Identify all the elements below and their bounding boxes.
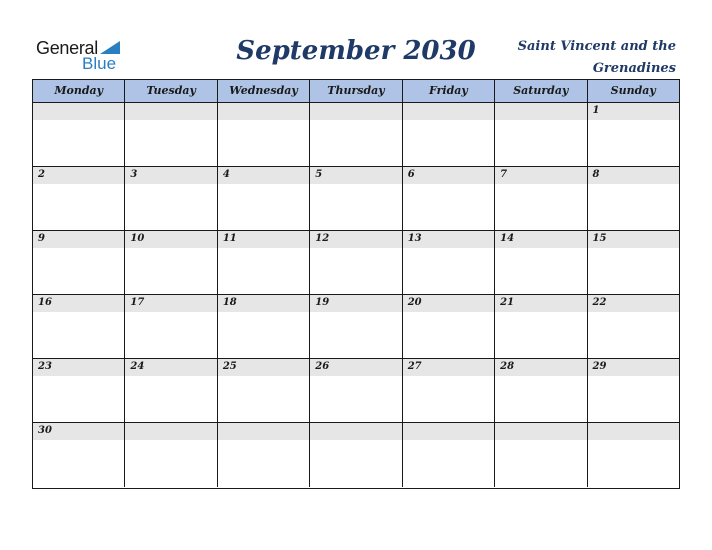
day-band — [588, 423, 679, 440]
day-cell[interactable] — [33, 295, 125, 358]
week-row — [33, 103, 679, 167]
day-cell[interactable] — [495, 231, 587, 294]
day-band — [218, 103, 309, 120]
day-cell[interactable] — [218, 231, 310, 294]
day-number: 26 — [315, 361, 330, 372]
day-number: 9 — [38, 233, 45, 244]
day-band — [125, 103, 216, 120]
day-number: 18 — [222, 297, 237, 308]
day-cell[interactable] — [33, 359, 125, 422]
day-band — [125, 423, 216, 440]
day-cell[interactable] — [310, 423, 402, 487]
weekday-monday: Monday — [33, 80, 125, 102]
day-number: 16 — [38, 297, 52, 308]
day-number: 1 — [592, 105, 600, 116]
day-number: 24 — [130, 361, 145, 372]
day-band — [403, 423, 494, 440]
day-cell[interactable] — [33, 423, 125, 487]
week-row — [33, 167, 679, 231]
day-band — [310, 423, 401, 440]
day-number: 22 — [592, 297, 607, 308]
day-band — [403, 103, 494, 120]
weekday-saturday: Saturday — [495, 80, 587, 102]
day-cell[interactable] — [495, 167, 587, 230]
day-cell[interactable] — [33, 103, 125, 166]
day-number: 28 — [500, 361, 515, 372]
day-number: 14 — [500, 233, 515, 244]
day-band — [310, 167, 401, 184]
day-cell[interactable] — [218, 359, 310, 422]
day-cell[interactable] — [495, 103, 587, 166]
day-number: 7 — [500, 169, 508, 180]
day-band — [218, 167, 309, 184]
day-cell[interactable] — [588, 295, 679, 358]
logo-general-text: General — [36, 38, 98, 58]
weeks-container — [33, 103, 679, 487]
day-cell[interactable] — [125, 167, 217, 230]
day-cell[interactable] — [218, 167, 310, 230]
day-number: 5 — [315, 169, 323, 180]
day-cell[interactable] — [310, 167, 402, 230]
day-number: 11 — [222, 233, 237, 244]
day-cell[interactable] — [125, 423, 217, 487]
day-number: 30 — [38, 425, 52, 436]
day-number: 12 — [315, 233, 330, 244]
day-cell[interactable] — [33, 167, 125, 230]
page-title: September 2030 — [236, 36, 476, 66]
day-cell[interactable] — [310, 103, 402, 166]
week-row — [33, 295, 679, 359]
weekday-header — [33, 80, 679, 103]
region-label: Saint Vincent and the Grenadines — [517, 39, 676, 76]
day-cell[interactable] — [218, 103, 310, 166]
week-row — [33, 231, 679, 295]
day-band — [403, 167, 494, 184]
day-cell[interactable] — [403, 103, 495, 166]
day-number: 10 — [130, 233, 145, 244]
weekday-thursday: Thursday — [310, 80, 402, 102]
day-number: 17 — [130, 297, 145, 308]
day-band — [495, 103, 586, 120]
day-band — [33, 103, 124, 120]
day-band — [33, 231, 124, 248]
day-cell[interactable] — [218, 423, 310, 487]
day-cell[interactable] — [310, 295, 402, 358]
day-cell[interactable] — [310, 231, 402, 294]
day-number: 23 — [38, 361, 52, 372]
day-number: 8 — [592, 169, 600, 180]
weekday-tuesday: Tuesday — [125, 80, 217, 102]
day-number: 6 — [407, 169, 415, 180]
day-band — [495, 423, 586, 440]
day-cell[interactable] — [495, 295, 587, 358]
day-number: 29 — [592, 361, 607, 372]
day-cell[interactable] — [403, 423, 495, 487]
day-cell[interactable] — [588, 167, 679, 230]
day-cell[interactable] — [403, 295, 495, 358]
day-number: 15 — [592, 233, 607, 244]
day-cell[interactable] — [125, 295, 217, 358]
day-cell[interactable] — [495, 423, 587, 487]
week-row — [33, 423, 679, 487]
day-band — [310, 103, 401, 120]
day-cell[interactable] — [588, 103, 679, 166]
day-cell[interactable] — [588, 359, 679, 422]
day-cell[interactable] — [403, 167, 495, 230]
day-band — [33, 167, 124, 184]
day-cell[interactable] — [218, 295, 310, 358]
weekday-wednesday: Wednesday — [218, 80, 310, 102]
day-number: 19 — [315, 297, 330, 308]
logo-blue-text: Blue — [82, 54, 117, 73]
day-cell[interactable] — [403, 359, 495, 422]
weekday-sunday: Sunday — [610, 84, 656, 97]
day-band — [125, 167, 216, 184]
day-number: 13 — [407, 233, 422, 244]
day-number: 3 — [130, 169, 138, 180]
day-number: 25 — [222, 361, 237, 372]
day-cell[interactable] — [588, 231, 679, 294]
logo-flag-icon — [100, 41, 120, 54]
day-band — [588, 167, 679, 184]
day-band — [218, 423, 309, 440]
calendar-grid — [32, 79, 680, 489]
day-cell[interactable] — [310, 359, 402, 422]
day-cell[interactable] — [125, 103, 217, 166]
day-cell[interactable] — [588, 423, 679, 487]
weekday-friday: Friday — [403, 80, 495, 102]
day-band — [588, 103, 679, 120]
day-number: 21 — [500, 297, 515, 308]
day-number: 2 — [38, 169, 45, 180]
day-number: 4 — [222, 169, 230, 180]
day-cell[interactable] — [403, 231, 495, 294]
day-number: 27 — [407, 361, 422, 372]
logo — [36, 38, 136, 74]
day-band — [495, 167, 586, 184]
day-cell[interactable] — [125, 231, 217, 294]
day-cell[interactable] — [125, 359, 217, 422]
day-cell[interactable] — [495, 359, 587, 422]
day-number: 20 — [407, 297, 422, 308]
day-cell[interactable] — [33, 231, 125, 294]
week-row — [33, 359, 679, 423]
